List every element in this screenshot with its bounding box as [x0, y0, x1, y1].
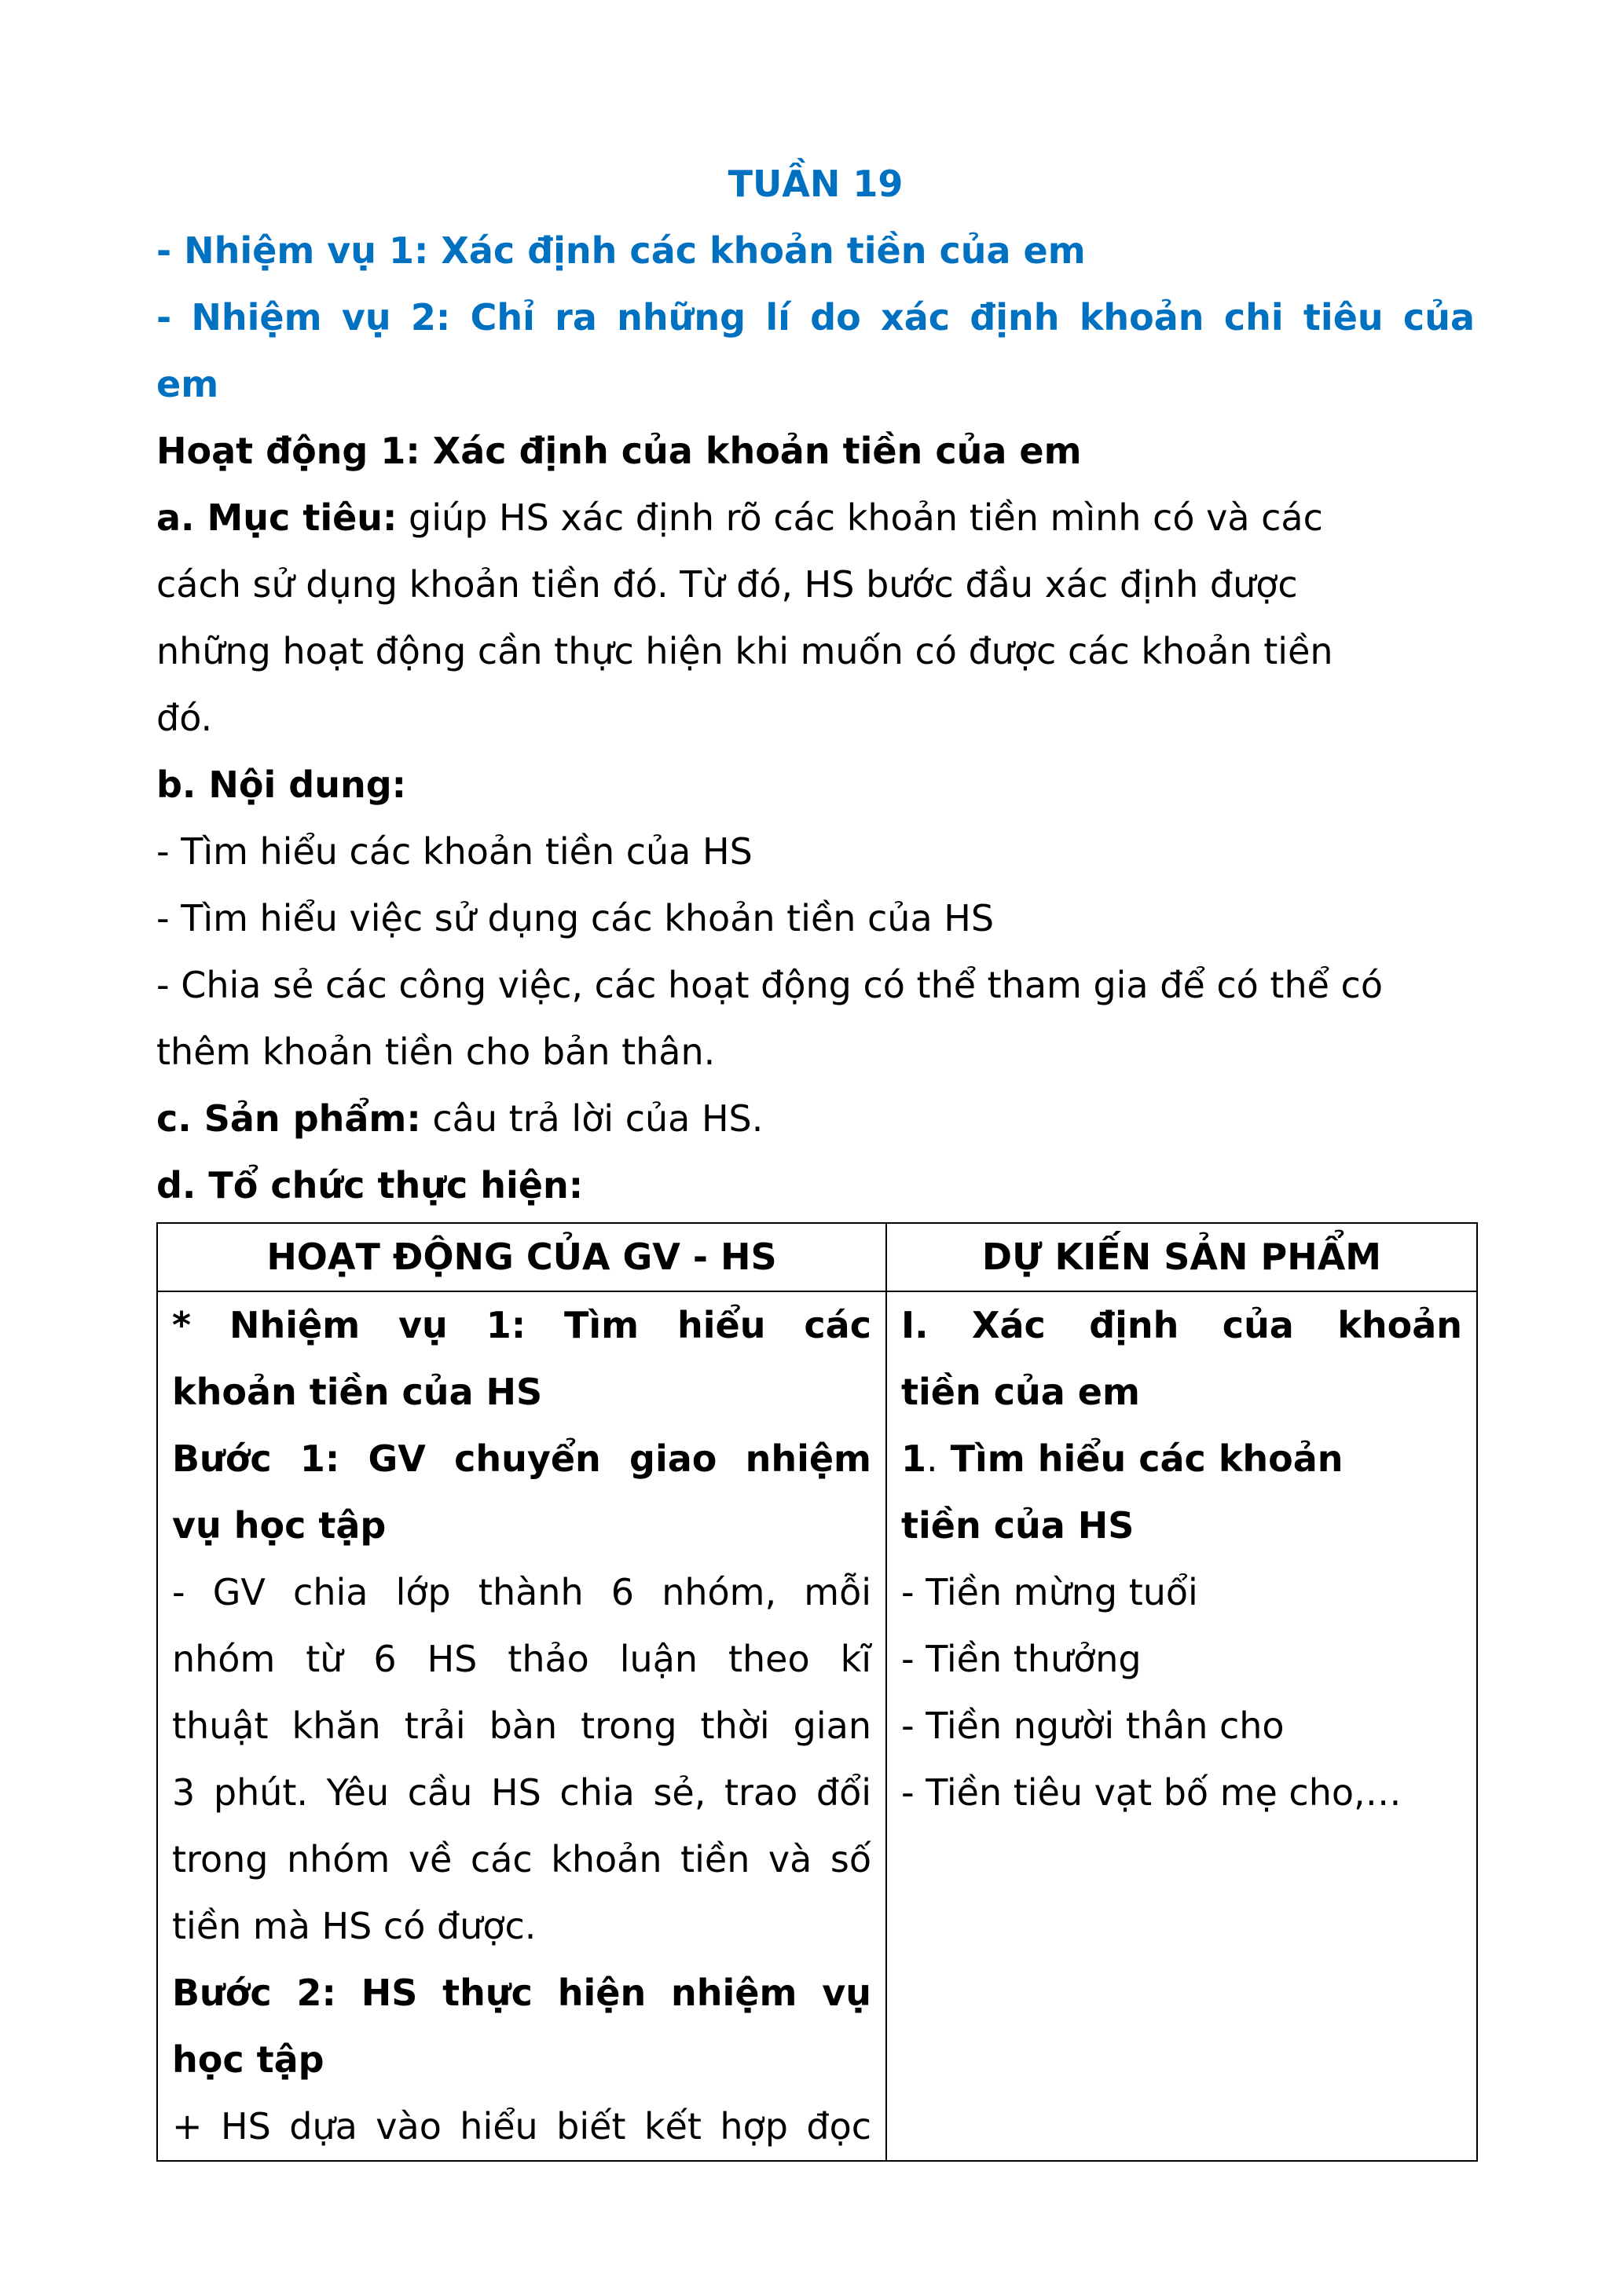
sub-heading-line-1 [901, 1426, 1462, 1492]
task-heading-line-2: khoản tiền của HS [172, 1371, 543, 1413]
task-heading-line-1: * Nhiệm vụ 1: Tìm hiểu các [172, 1304, 871, 1346]
objective-line-1 [156, 485, 1475, 551]
step1-line-3: thuật khăn trải bàn trong thời gian [172, 1705, 871, 1747]
teacher-student-cell [157, 1291, 886, 2161]
step2-heading-line-1: Bước 2: HS thực hiện nhiệm vụ [172, 1972, 871, 2014]
product-label: c. Sản phẩm: [156, 1097, 421, 1140]
list-item: - Tiền người thân cho [901, 1705, 1285, 1747]
objective-text-1: giúp HS xác định rõ các khoản tiền mình có và các [397, 496, 1323, 539]
objective-line-2: cách sử dụng khoản tiền đó. Từ đó, HS bước đầu xác định được [156, 563, 1298, 606]
list-item: - Tiền tiêu vạt bố mẹ cho,… [901, 1771, 1402, 1814]
step1-line-2: nhóm từ 6 HS thảo luận theo kĩ [172, 1638, 871, 1680]
step1-line-1: - GV chia lớp thành 6 nhóm, mỗi [172, 1571, 871, 1613]
objective-line-4: đó. [156, 697, 213, 739]
step1-heading-line-1: Bước 1: GV chuyển giao nhiệm [172, 1437, 871, 1480]
sub-heading-text: Tìm hiểu các khoản [937, 1437, 1344, 1480]
product-text: câu trả lời của HS. [420, 1097, 764, 1140]
objective-label: a. Mục tiêu: [156, 496, 398, 539]
content-label: b. Nội dung: [156, 764, 407, 806]
sub-heading-line-2: tiền của HS [901, 1504, 1135, 1547]
step1-line-4: 3 phút. Yêu cầu HS chia sẻ, trao đổi [172, 1771, 871, 1814]
section-heading-line-2: tiền của em [901, 1371, 1140, 1413]
content-line-1: - Tìm hiểu các khoản tiền của HS [156, 830, 753, 873]
product-line [156, 1086, 1475, 1152]
task-2-line-2: em [156, 363, 219, 405]
activity-heading: Hoạt động 1: Xác định của khoản tiền của em [156, 430, 1082, 472]
header-expected-product: DỰ KIẾN SẢN PHẨM [886, 1223, 1477, 1291]
table-header-row [157, 1223, 1477, 1291]
task-2-line-1: - Nhiệm vụ 2: Chỉ ra những lí do xác định khoản chi tiêu của [156, 296, 1475, 339]
content-line-4: thêm khoản tiền cho bản thân. [156, 1031, 716, 1073]
objective-line-3: những hoạt động cần thực hiện khi muốn có được các khoản tiền [156, 630, 1333, 672]
table-row [157, 1291, 1477, 2161]
list-item: - Tiền thưởng [901, 1638, 1142, 1680]
content-line-3: - Chia sẻ các công việc, các hoạt động có thể tham gia để có thể có [156, 964, 1383, 1006]
organization-label: d. Tổ chức thực hiện: [156, 1164, 584, 1207]
step2-heading-line-2: học tập [172, 2038, 324, 2081]
section-heading-line-1: I. Xác định của khoản [901, 1304, 1462, 1346]
week-title: TUẦN 19 [728, 163, 904, 205]
step1-line-6: tiền mà HS có được. [172, 1905, 537, 1947]
step2-line-1: + HS dựa vào hiểu biết kết hợp đọc [172, 2105, 871, 2148]
list-item: - Tiền mừng tuổi [901, 1571, 1198, 1613]
activity-table [156, 1222, 1478, 2162]
expected-product-cell [886, 1291, 1477, 2161]
content-line-2: - Tìm hiểu việc sử dụng các khoản tiền của HS [156, 897, 995, 939]
task-1: - Nhiệm vụ 1: Xác định các khoản tiền của em [156, 229, 1086, 272]
sub-heading-dot: . [926, 1437, 938, 1480]
step1-line-5: trong nhóm về các khoản tiền và số [172, 1838, 871, 1880]
header-teacher-student: HOẠT ĐỘNG CỦA GV - HS [157, 1223, 886, 1291]
sub-heading-number: 1 [901, 1437, 927, 1480]
step1-heading-line-2: vụ học tập [172, 1504, 387, 1547]
